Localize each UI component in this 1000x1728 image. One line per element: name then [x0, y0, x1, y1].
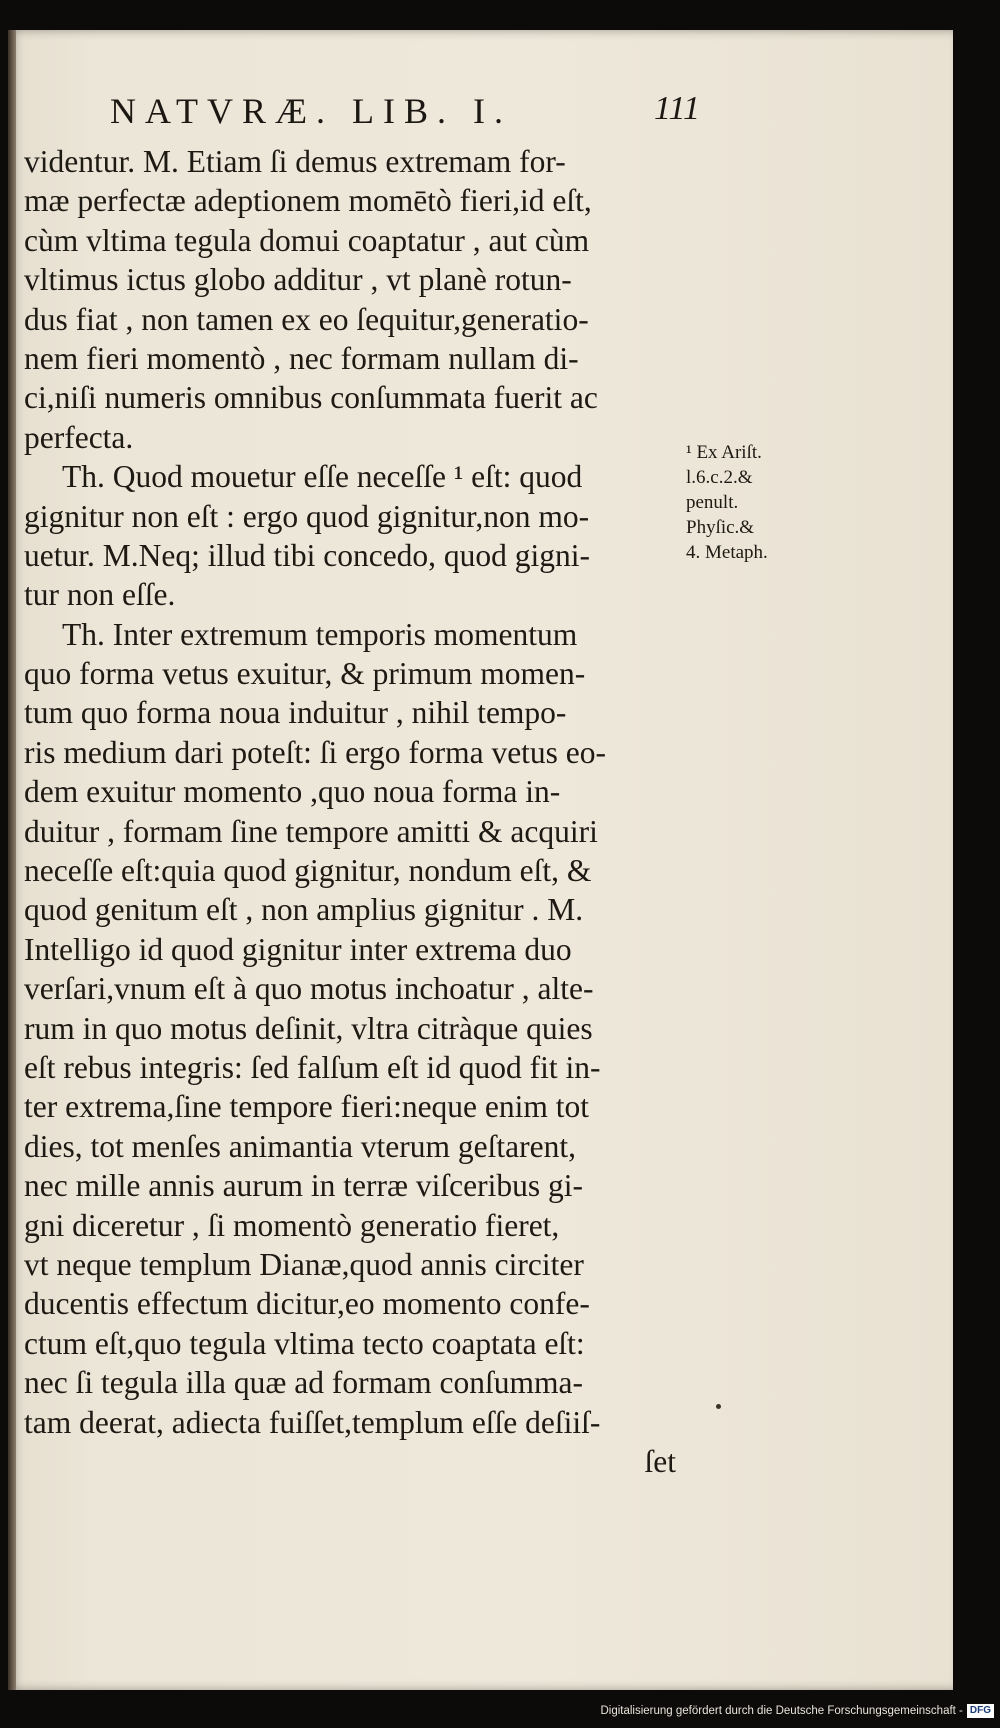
margin-note-line: penult.: [686, 492, 739, 513]
page-number: 111: [654, 90, 700, 127]
credit-text: Digitalisierung gefördert durch die Deutsche Forschungsgemeinschaft -: [600, 1705, 963, 1717]
text-line: tum quo forma noua induitur , nihil tempo-: [24, 695, 567, 731]
text-line: ris medium dari poteſt: ſi ergo forma vetus eo-: [24, 734, 607, 770]
margin-note-line: ¹ Ex Ariſt.: [686, 442, 762, 463]
text-line: nem fieri momentò , nec formam nullam di-: [24, 340, 579, 376]
text-line: neceſſe eſt:quia quod gignitur, nondum eſt, &: [24, 853, 592, 889]
margin-note-line: l.6.c.2.&: [686, 467, 753, 488]
text-line: dus fiat , non tamen ex eo ſequitur,generatio-: [24, 301, 589, 337]
text-line: cùm vltima tegula domui coaptatur , aut cùm: [24, 222, 590, 258]
text-line: rum in quo motus deſinit, vltra citràque quies: [24, 1010, 593, 1046]
text-line: quod genitum eſt , non amplius gignitur . M.: [24, 892, 584, 928]
text-line: eſt rebus integris: ſed falſum eſt id quod fit in-: [24, 1049, 601, 1085]
catchword: ſet: [644, 1443, 676, 1479]
margin-notes: [686, 440, 836, 565]
text-line: nec ſi tegula illa quæ ad formam conſumma-: [24, 1365, 583, 1401]
text-line: vltimus ictus globo additur , vt planè rotun-: [24, 262, 572, 298]
text-line: dies, tot menſes animantia vterum geſtarent,: [24, 1128, 576, 1164]
text-line: videntur. M. Etiam ſi demus extremam for-: [24, 144, 566, 179]
text-line: tur non eſſe.: [24, 577, 176, 613]
body-text: [24, 142, 682, 1481]
digitization-credit: [600, 1702, 994, 1720]
ink-speck: [716, 1404, 721, 1409]
text-line: uetur. M.Neq; illud tibi concedo, quod gigni-: [24, 537, 591, 573]
text-line: vt neque templum Dianæ,quod annis circiter: [24, 1246, 584, 1282]
text-line: ter extrema,ſine tempore fieri:neque enim tot: [24, 1089, 590, 1125]
text-line: gni diceretur , ſi momentò generatio fieret,: [24, 1207, 560, 1243]
text-line: tam deerat, adiecta fuiſſet,templum eſſe deſiiſ-: [24, 1404, 601, 1440]
text-line: quo forma vetus exuitur, & primum momen-: [24, 656, 586, 692]
text-line: mæ perfectæ adeptionem momētò fieri,id eſt,: [24, 183, 592, 219]
text-line: Intelligo id quod gignitur inter extrema duo: [24, 931, 572, 967]
text-line: Th. Inter extremum temporis momentum: [62, 616, 578, 652]
margin-note-line: 4. Metaph.: [686, 542, 768, 563]
text-line: ducentis effectum dicitur,eo momento confe-: [24, 1286, 590, 1322]
text-line: gignitur non eſt : ergo quod gignitur,non mo-: [24, 498, 590, 534]
text-line: dem exuitur momento ,quo noua forma in-: [24, 774, 561, 810]
text-line: ctum eſt,quo tegula vltima tecto coaptata eſt:: [24, 1325, 585, 1361]
text-line: ci,niſi numeris omnibus conſummata fuerit ac: [24, 380, 598, 416]
running-head: [110, 90, 700, 136]
text-line: nec mille annis aurum in terræ viſceribus gi-: [24, 1168, 583, 1204]
text-line: verſari,vnum eſt à quo motus inchoatur , alte-: [24, 971, 594, 1007]
text-line: Th. Quod mouetur eſſe neceſſe ¹ eſt: quod: [62, 459, 583, 495]
running-head-title: NATVRÆ. LIB. I.: [110, 91, 512, 131]
margin-note-line: Phyſic.&: [686, 517, 755, 538]
page-gutter-shadow: [8, 30, 16, 1690]
dfg-logo-icon: DFG: [967, 1704, 994, 1718]
text-line: perfecta.: [24, 419, 134, 455]
text-line: duitur , formam ſine tempore amitti & acquiri: [24, 813, 598, 849]
